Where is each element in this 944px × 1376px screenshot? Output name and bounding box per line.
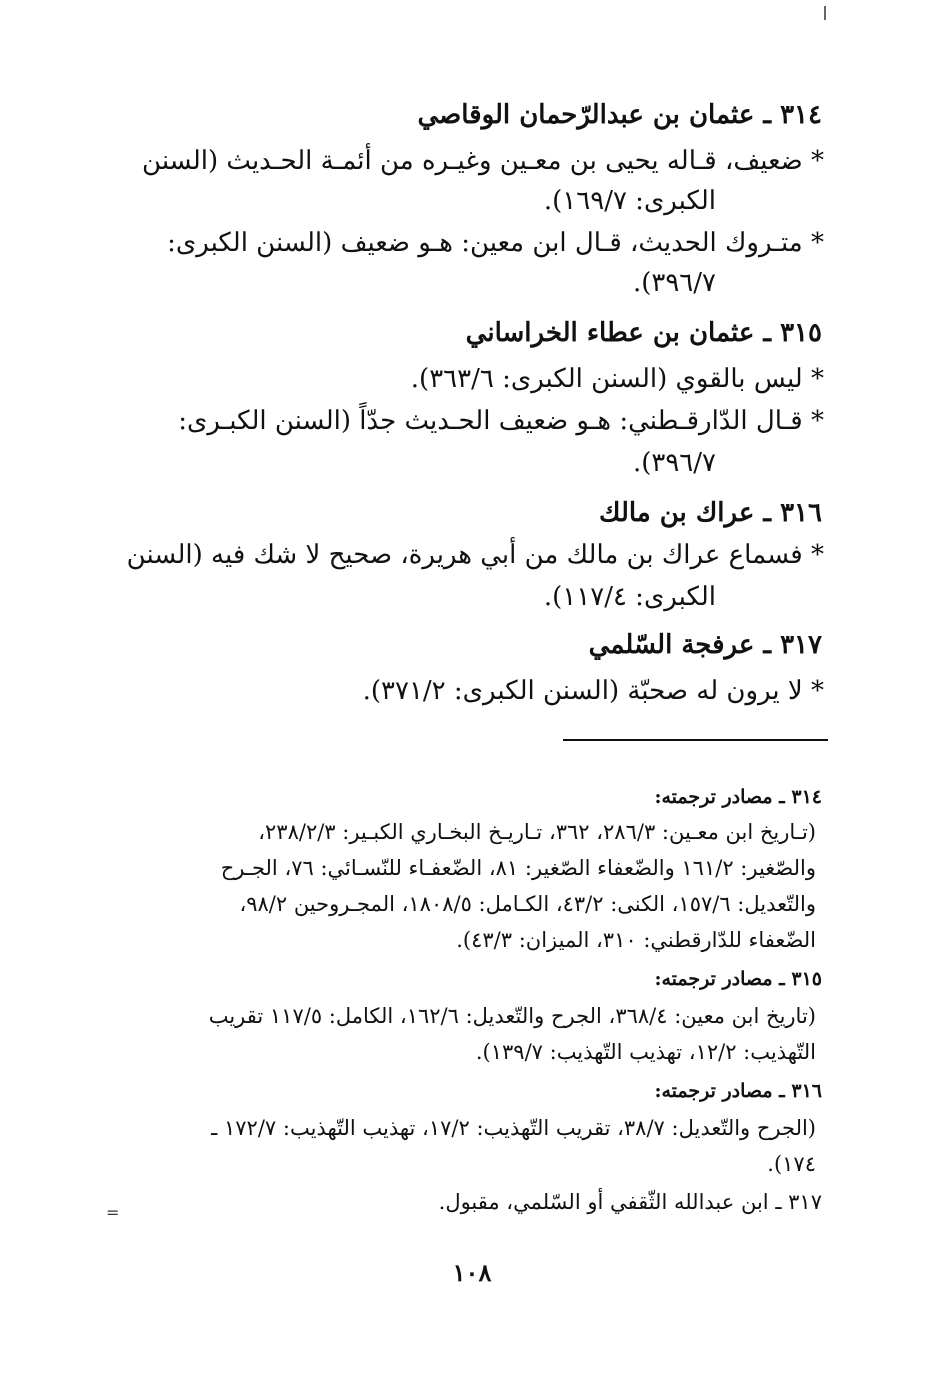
entry-line: ٣٩٦/٧).: [632, 268, 716, 298]
entry-title: ٣١٤ ـ عثمان بن عبدالرّحمان الوقاصي: [417, 100, 822, 130]
entry-line: * ليس بالقوي (السنن الكبرى: ٣٦٣/٦).: [410, 364, 824, 394]
entry-line: * لا يرون له صحبّة (السنن الكبرى: ٣٧١/٢).: [362, 676, 824, 706]
footnote-separator: [563, 739, 828, 741]
entry-title: ٣١٥ ـ عثمان بن عطاء الخراساني: [465, 318, 822, 348]
entry-title: ٣١٧ ـ عرفجة السّلمي: [588, 630, 822, 660]
entry-title: ٣١٦ ـ عراك بن مالك: [599, 498, 822, 528]
scan-mark: [824, 6, 826, 20]
entry-line: * فسماع عراك بن مالك من أبي هريرة، صحيح لا شك فيه (السنن: [126, 540, 824, 570]
footnote-title: ٣١٥ ـ مصادر ترجمته:: [654, 968, 822, 990]
footnote-line: والتّعديل: ١٥٧/٦، الكنى: ٤٣/٢، الكـامل: ١٨٠٨/٥، المجـروحين ٩٨/٢،: [239, 892, 816, 916]
footnote-line: والصّغير: ١٦١/٢ والضّعفاء الصّغير: ٨١، الضّعفـاء للنّسـائي: ٧٦، الجـرح: [220, 856, 816, 880]
footnote-title: ٣١٧ ـ ابن عبدالله الثّقفي أو السّلمي، مقبول.: [438, 1190, 822, 1214]
footnote-line: التّهذيب: ١٢/٢، تهذيب التّهذيب: ١٣٩/٧).: [475, 1040, 816, 1064]
entry-line: ٣٩٦/٧).: [632, 448, 716, 478]
entry-line: * ضعيف، قـاله يحيى بن معـين وغيـره من أئمـة الحـديث (السنن: [142, 146, 824, 176]
footnote-title: ٣١٦ ـ مصادر ترجمته:: [654, 1080, 822, 1102]
footnote-line: ١٧٤).: [767, 1152, 816, 1176]
entry-line: الكبرى: ١١٧/٤).: [543, 582, 716, 612]
page-number: ١٠٨: [452, 1258, 492, 1287]
footnote-line: الضّعفاء للدّارقطني: ٣١٠، الميزان: ٤٣/٣).: [456, 928, 816, 952]
entry-line: الكبرى: ١٦٩/٧).: [543, 186, 716, 216]
entry-line: * قـال الدّارقـطني: هـو ضعيف الحـديث جدّاً (السنن الكبـرى:: [178, 406, 824, 436]
footnote-line: (الجرح والتّعديل: ٣٨/٧، تقريب التّهذيب: ١٧/٢، تهذيب التّهذيب: ١٧٢/٧ ـ: [211, 1116, 816, 1140]
footnote-title: ٣١٤ ـ مصادر ترجمته:: [654, 786, 822, 808]
footnote-line: (تـاريخ ابن معـين: ٢٨٦/٣، ٣٦٢، تـاريـخ البخـاري الكبـير: ٢٣٨/٢/٣،: [258, 820, 816, 844]
entry-line: * متـروك الحديث، قـال ابن معين: هـو ضعيف (السنن الكبرى:: [167, 228, 824, 258]
margin-mark: =: [106, 1203, 120, 1222]
footnote-line: (تاريخ ابن معين: ٣٦٨/٤، الجرح والتّعديل: ١٦٢/٦، الكامل: ١١٧/٥ تقريب: [208, 1004, 816, 1028]
